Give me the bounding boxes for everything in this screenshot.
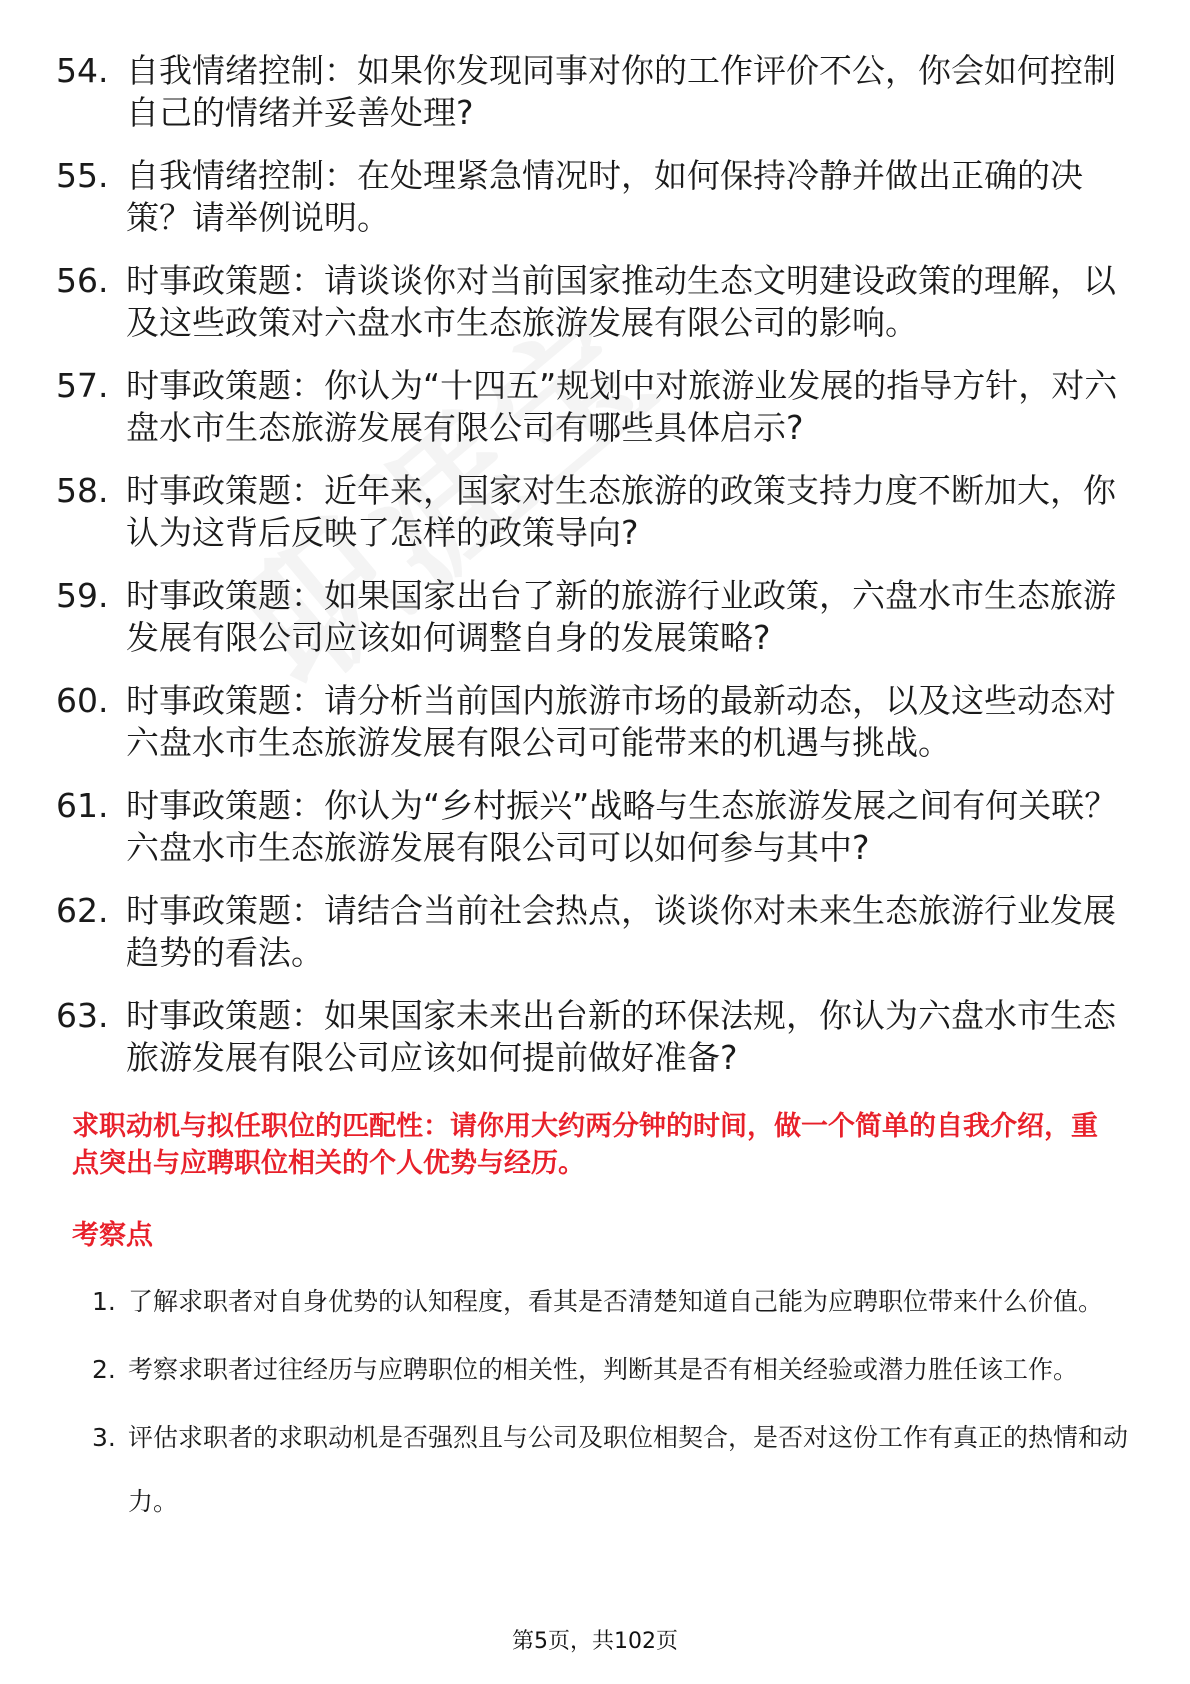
question-text: 时事政策题：如果国家未来出台新的环保法规，你认为六盘水市生态旅游发展有限公司应该如何提前做好准备?	[126, 996, 1116, 1077]
question-text: 时事政策题：你认为“十四五”规划中对旅游业发展的指导方针，对六盘水市生态旅游发展有限公司有哪些具体启示?	[126, 366, 1118, 447]
question-item	[56, 995, 1126, 1079]
assessment-point	[92, 1270, 1132, 1334]
question-number: 59.	[56, 576, 109, 615]
question-text: 时事政策题：近年来，国家对生态旅游的政策支持力度不断加大，你认为这背后反映了怎样的政策导向?	[126, 471, 1116, 552]
question-number: 63.	[56, 996, 109, 1035]
question-number: 60.	[56, 681, 109, 720]
question-number: 58.	[56, 471, 109, 510]
question-text: 自我情绪控制：如果你发现同事对你的工作评价不公，你会如何控制自己的情绪并妥善处理?	[126, 51, 1116, 132]
question-number: 54.	[56, 51, 109, 90]
point-number: 2.	[92, 1355, 116, 1384]
question-item	[56, 890, 1126, 974]
question-text: 时事政策题：请谈谈你对当前国家推动生态文明建设政策的理解，以及这些政策对六盘水市生态旅游发展有限公司的影响。	[126, 261, 1116, 342]
question-item	[56, 155, 1126, 239]
question-item	[56, 260, 1126, 344]
point-number: 3.	[92, 1423, 116, 1452]
question-item	[56, 680, 1126, 764]
question-text: 时事政策题：请分析当前国内旅游市场的最新动态，以及这些动态对六盘水市生态旅游发展有限公司可能带来的机遇与挑战。	[126, 681, 1116, 762]
question-item	[56, 785, 1126, 869]
question-number: 62.	[56, 891, 109, 930]
point-text: 考察求职者过往经历与应聘职位的相关性，判断其是否有相关经验或潜力胜任该工作。	[128, 1355, 1079, 1384]
question-number: 61.	[56, 786, 109, 825]
assessment-point	[92, 1406, 1132, 1534]
question-list	[56, 50, 1126, 1100]
question-item	[56, 365, 1126, 449]
question-item	[56, 50, 1126, 134]
point-text: 评估求职者的求职动机是否强烈且与公司及职位相契合，是否对这份工作有真正的热情和动力。	[128, 1423, 1129, 1516]
question-number: 56.	[56, 261, 109, 300]
question-text: 时事政策题：你认为“乡村振兴”战略与生态旅游发展之间有何关联？六盘水市生态旅游发展有限公司可以如何参与其中?	[126, 786, 1118, 867]
point-number: 1.	[92, 1287, 116, 1316]
assessment-point	[92, 1338, 1132, 1402]
section-heading: 求职动机与拟任职位的匹配性：请你用大约两分钟的时间，做一个简单的自我介绍，重点突出与应聘职位相关的个人优势与经历。	[72, 1111, 1098, 1179]
question-number: 57.	[56, 366, 109, 405]
question-text: 时事政策题：如果国家出台了新的旅游行业政策，六盘水市生态旅游发展有限公司应该如何调整自身的发展策略?	[126, 576, 1116, 657]
question-item	[56, 575, 1126, 659]
question-text: 自我情绪控制：在处理紧急情况时，如何保持冷静并做出正确的决策？请举例说明。	[126, 156, 1083, 237]
question-number: 55.	[56, 156, 109, 195]
question-item	[56, 470, 1126, 554]
point-text: 了解求职者对自身优势的认知程度，看其是否清楚知道自己能为应聘职位带来什么价值。	[128, 1287, 1104, 1316]
assessment-points-heading: 考察点	[72, 1220, 153, 1251]
question-text: 时事政策题：请结合当前社会热点，谈谈你对未来生态旅游行业发展趋势的看法。	[126, 891, 1116, 972]
page-number-footer: 第5页，共102页	[512, 1629, 678, 1654]
assessment-points-list	[92, 1270, 1132, 1538]
